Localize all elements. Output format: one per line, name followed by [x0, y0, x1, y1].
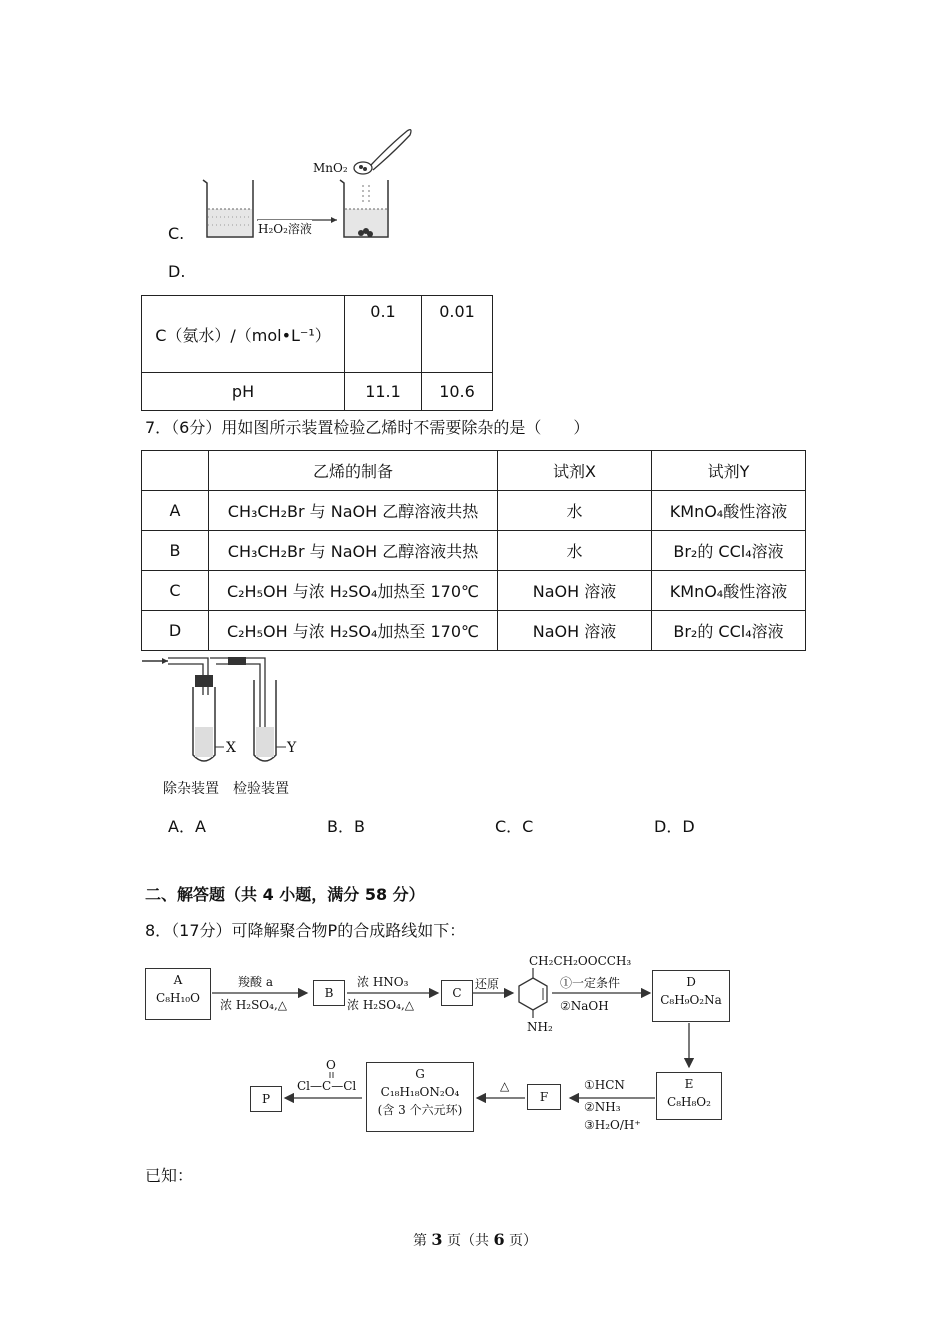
row-label: A — [142, 491, 209, 531]
ph-header: pH — [142, 373, 345, 411]
row-x: 水 — [498, 531, 652, 571]
header-empty — [142, 451, 209, 491]
compound-a-name: A — [173, 973, 183, 987]
substituent-top: CH₂CH₂OOCCH₃ — [529, 954, 632, 968]
total-pages: 6 — [493, 1230, 505, 1249]
arrow5-step1: ①HCN — [584, 1078, 625, 1092]
row-prep: CH₃CH₂Br 与 NaOH 乙醇溶液共热 — [209, 531, 498, 571]
footer-mid: 页（共 — [442, 1233, 494, 1249]
compound-c-name: C — [452, 986, 462, 1000]
row-label: C — [142, 571, 209, 611]
section-2-heading: 二、解答题（共 4 小题，满分 58 分） — [145, 885, 425, 904]
arrow1-top: 羧酸 a — [238, 975, 273, 989]
arrow4-bottom: ②NaOH — [560, 999, 609, 1013]
arrow5-step3: ③H₂O/H⁺ — [584, 1118, 641, 1132]
compound-d-name: D — [686, 975, 696, 989]
mno2-label: MnO₂ — [313, 161, 348, 175]
compound-b-box — [313, 980, 345, 1006]
row-y: KMnO₄酸性溶液 — [652, 491, 806, 531]
compound-a-box — [145, 968, 211, 1020]
compound-c-box — [441, 980, 473, 1006]
footer-prefix: 第 — [412, 1233, 432, 1249]
reagent-x-label: X — [226, 740, 236, 756]
h2o2-solution-label: H₂O₂溶液 — [258, 222, 312, 236]
arrow2-bottom: 浓 H₂SO₄,△ — [347, 998, 415, 1012]
reagent-y-label: Y — [287, 740, 297, 756]
row-x: NaOH 溶液 — [498, 571, 652, 611]
compound-b-name: B — [324, 986, 334, 1000]
footer-suffix: 页） — [504, 1233, 538, 1249]
compound-a-formula: C₈H₁₀O — [156, 991, 200, 1005]
choice-c[interactable]: C．C — [495, 817, 534, 836]
compound-g-formula: C₁₈H₁₈ON₂O₄ — [380, 1085, 460, 1099]
compound-d-box — [652, 970, 730, 1022]
question-8-text: 8．（17分）可降解聚合物P的合成路线如下： — [145, 921, 466, 940]
choice-b[interactable]: B．B — [327, 817, 365, 836]
arrow6-label: △ — [500, 1079, 510, 1093]
ph-value-1: 11.1 — [345, 373, 422, 411]
option-d-label: D. — [168, 262, 186, 281]
conc-header: C（氨水）/（mol•L⁻¹） — [142, 296, 345, 373]
compound-p-box — [250, 1086, 282, 1112]
header-reagent-y: 试剂Y — [652, 451, 806, 491]
row-x: NaOH 溶液 — [498, 611, 652, 651]
row-y: Br₂的 CCl₄溶液 — [652, 611, 806, 651]
known-label: 已知： — [145, 1166, 194, 1185]
compound-e-box — [656, 1072, 722, 1120]
row-x: 水 — [498, 491, 652, 531]
compound-g-name: G — [415, 1067, 425, 1081]
ethylene-table — [141, 450, 806, 651]
arrow7-oxygen: O — [326, 1058, 336, 1072]
row-prep: C₂H₅OH 与浓 H₂SO₄加热至 170℃ — [209, 571, 498, 611]
remove-apparatus-label: 除杂装置 — [163, 781, 219, 797]
check-apparatus-label: 检验装置 — [233, 781, 289, 797]
row-label: D — [142, 611, 209, 651]
arrow5-step2: ②NH₃ — [584, 1100, 621, 1114]
choice-a[interactable]: A．A — [168, 817, 206, 836]
row-prep: C₂H₅OH 与浓 H₂SO₄加热至 170℃ — [209, 611, 498, 651]
substituent-bottom: NH₂ — [527, 1020, 553, 1034]
row-label: B — [142, 531, 209, 571]
row-prep: CH₃CH₂Br 与 NaOH 乙醇溶液共热 — [209, 491, 498, 531]
header-reagent-x: 试剂X — [498, 451, 652, 491]
arrow3-label: 还原 — [475, 977, 500, 991]
page-footer — [0, 1230, 950, 1250]
arrow1-bottom: 浓 H₂SO₄,△ — [220, 998, 288, 1012]
conc-value-1: 0.1 — [345, 296, 422, 373]
conc-value-2: 0.01 — [422, 296, 493, 373]
option-c-label: C. — [168, 224, 185, 243]
ammonia-ph-table — [141, 295, 493, 411]
question-7-text: 7．（6分）用如图所示装置检验乙烯时不需要除杂的是（ ） — [145, 418, 590, 437]
compound-e-formula: C₈H₈O₂ — [667, 1095, 711, 1109]
compound-g-box — [366, 1062, 474, 1132]
arrow2-top: 浓 HNO₃ — [357, 975, 409, 989]
arrow4-top: ①一定条件 — [560, 976, 621, 990]
row-y: Br₂的 CCl₄溶液 — [652, 531, 806, 571]
test-tube-apparatus — [140, 655, 305, 775]
header-prep: 乙烯的制备 — [209, 451, 498, 491]
compound-d-formula: C₈H₉O₂Na — [660, 993, 722, 1007]
compound-f-box — [527, 1084, 561, 1110]
current-page: 3 — [431, 1230, 443, 1249]
compound-e-name: E — [684, 1077, 694, 1091]
compound-g-note: (含 3 个六元环) — [377, 1103, 463, 1117]
compound-p-name: P — [261, 1092, 271, 1106]
row-y: KMnO₄酸性溶液 — [652, 571, 806, 611]
ph-value-2: 10.6 — [422, 373, 493, 411]
compound-f-name: F — [539, 1090, 549, 1104]
arrow7-reagent: Cl—C—Cl — [297, 1079, 357, 1093]
choice-d[interactable]: D．D — [654, 817, 695, 836]
